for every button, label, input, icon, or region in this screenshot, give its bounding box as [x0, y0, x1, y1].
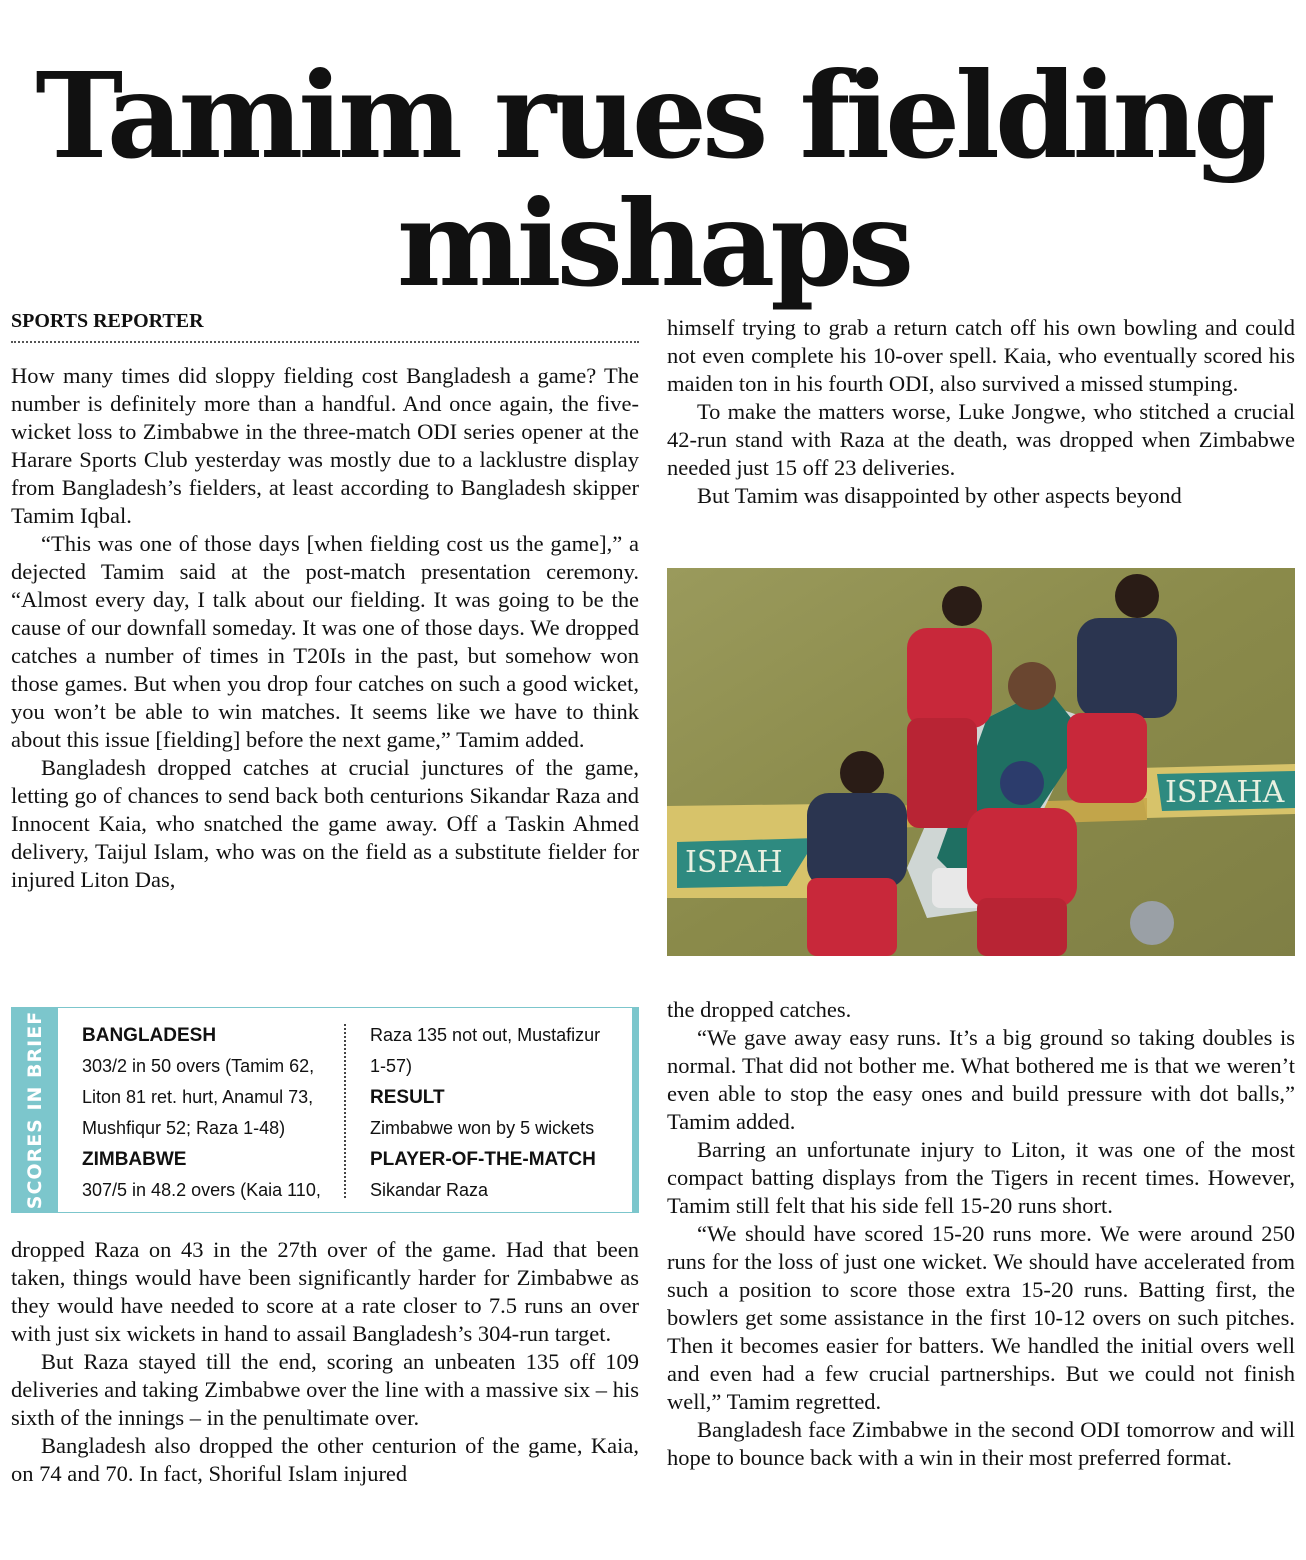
advert-board-right	[1137, 764, 1295, 818]
paragraph: the dropped catches.	[667, 997, 852, 1022]
score-line: 303/2 in 50 overs (Tamim 62,	[82, 1056, 315, 1076]
score-line: 307/5 in 48.2 overs (Kaia 110,	[82, 1180, 321, 1200]
advert-text-right: ISPAHA	[1165, 775, 1285, 810]
helmet	[1130, 901, 1174, 945]
score-line: Liton 81 ret. hurt, Anamul 73,	[82, 1087, 314, 1107]
paragraph: “We should have scored 15-20 runs more. We were around 250 runs for the loss of just one wicket. We should have accelerated from such a position to score those extra 15-20 runs. Batting first, the bowlers get some assistance in the first 10-12 overs on such pitches. Then it becomes easier for batters. We handled the initial overs well and even had a few crucial partnerships. But we could not finish well,” Tamim regretted.	[667, 1221, 1295, 1414]
scores-in-brief-box	[11, 1007, 639, 1213]
injured-player-photo	[667, 568, 1295, 956]
advert-text-left: ISPAH	[685, 845, 783, 880]
article-column-right-top	[667, 314, 1295, 510]
zimbabwe-heading: ZIMBABWE	[82, 1149, 187, 1170]
byline: SPORTS REPORTER	[11, 310, 639, 343]
paragraph: How many times did sloppy fielding cost Bangladesh a game? The number is definitely more than a handful. And once again, the five-wicket loss to Zimbabwe in the three-match ODI series opener at the Harare Sports Club yesterday was mostly due to a lacklustre display from Bangladesh’s fielders, at least according to Bangladesh skipper Tamim Iqbal.	[11, 363, 639, 528]
scores-in-brief-tab	[12, 1008, 58, 1212]
scores-divider	[344, 1024, 346, 1198]
photo-illustration	[667, 568, 1295, 956]
paragraph: himself trying to grab a return catch off his own bowling and could not even complete his 10-over spell. Kaia, who eventually scored his maiden ton in his fourth ODI, also survived a missed stumping.	[667, 315, 1295, 396]
bangladesh-heading: BANGLADESH	[82, 1025, 217, 1046]
player-of-the-match-heading: PLAYER-OF-THE-MATCH	[370, 1149, 596, 1170]
paragraph: Barring an unfortunate injury to Liton, it was one of the most compact batting displays from the Tigers in recent times. However, Tamim still felt that his side fell 15-20 runs short.	[667, 1137, 1295, 1218]
scores-left-block	[82, 1020, 327, 1206]
result-text: Zimbabwe won by 5 wickets	[370, 1118, 595, 1138]
paragraph: To make the matters worse, Luke Jongwe, who stitched a crucial 42-run stand with Raza at the death, was dropped when Zimbabwe needed just 15 off 23 deliveries.	[667, 399, 1295, 480]
score-line: 1-57)	[370, 1056, 413, 1076]
paragraph: Bangladesh also dropped the other centurion of the game, Kaia, on 74 and 70. In fact, Shoriful Islam injured	[11, 1433, 639, 1486]
article-column-left-top	[11, 362, 639, 894]
paragraph: But Raza stayed till the end, scoring an unbeaten 135 off 109 deliveries and taking Zimbabwe over the line with a massive six – his sixth of the innings – in the penultimate over.	[11, 1349, 639, 1430]
paragraph: But Tamim was disappointed by other aspects beyond	[697, 483, 1182, 508]
paragraph: “We gave away easy runs. It’s a big ground so taking doubles is normal. That did not bother me. What bothered me is that we weren’t even able to stop the easy ones and build pressure with dot balls,” Tamim added.	[667, 1025, 1295, 1134]
scores-right-block	[370, 1020, 620, 1206]
headline: Tamim rues fielding mishaps	[35, 46, 1271, 313]
player-of-the-match-text: Sikandar Raza	[370, 1180, 489, 1200]
article-column-right-bottom	[667, 996, 1295, 1472]
score-line: Raza 135 not out, Mustafizur	[370, 1025, 601, 1045]
paragraph: Bangladesh face Zimbabwe in the second ODI tomorrow and will hope to bounce back with a win in their most preferred format.	[667, 1417, 1295, 1470]
paragraph: dropped Raza on 43 in the 27th over of the game. Had that been taken, things would have been significantly harder for Zimbabwe as they would have needed to score at a rate closer to 7.5 runs an over with just six wickets in hand to assail Bangladesh’s 304-run target.	[11, 1237, 639, 1346]
article-column-left-bottom	[11, 1236, 639, 1488]
paragraph: “This was one of those days [when fielding cost us the game],” a dejected Tamim said at the post-match presentation ceremony. “Almost every day, I talk about our fielding. It was going to be the cause of our downfall someday. It was one of those days. We dropped catches a number of times in T20Is in the past, but somehow won those games. But when you drop four catches on such a good wicket, you won’t be able to win matches. It seems like we have to think about this issue [fielding] before the next game,” Tamim added.	[11, 531, 639, 752]
score-line: Mushfiqur 52; Raza 1-48)	[82, 1118, 286, 1138]
paragraph: Bangladesh dropped catches at crucial junctures of the game, letting go of chances to send back both centurions Sikandar Raza and Innocent Kaia, who snatched the game away. Off a Taskin Ahmed delivery, Taijul Islam, who was on the field as a substitute fielder for injured Liton Das,	[11, 755, 639, 892]
scores-in-brief-label: SCORES IN BRIEF	[24, 1010, 47, 1210]
result-heading: RESULT	[370, 1087, 445, 1108]
